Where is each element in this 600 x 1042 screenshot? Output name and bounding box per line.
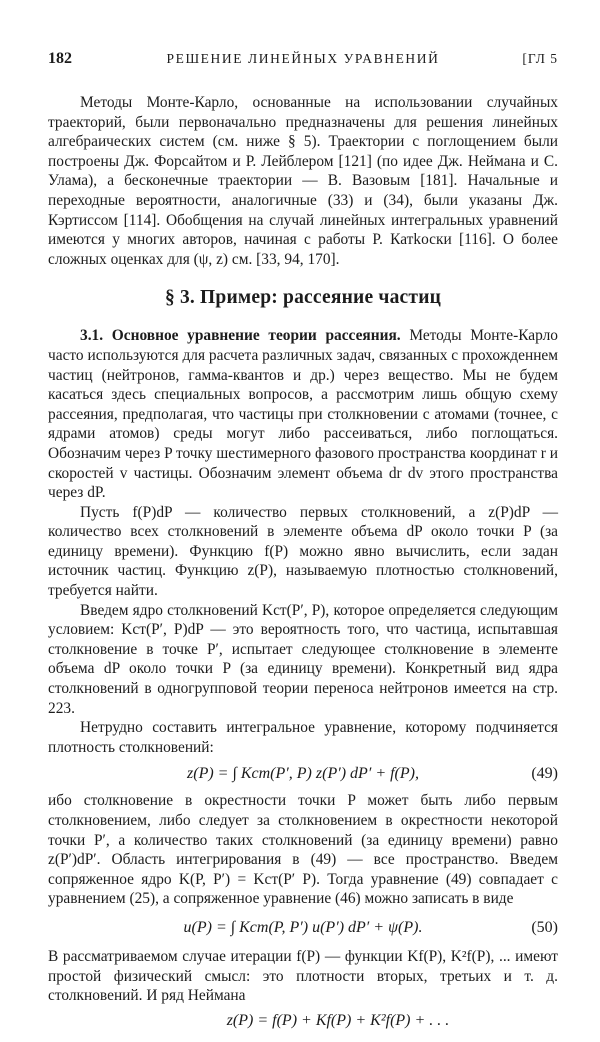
paragraph-iterations: В рассматриваемом случае итерации f(P) — функции Kf(P), K²f(P), ... имеют простой физический смысл: это плотности вторых, третьих и т. д. столкновений. И ряд Неймана [48,947,558,1005]
equation-neumann-series [48,1006,558,1042]
page-number: 182 [48,50,72,67]
equation-50-formula: u(P) = ∫ Kст(P, P′) u(P′) dP′ + ψ(P). [183,918,423,936]
paragraph-equation-explanation: ибо столкновение в окрестности точки P может быть либо первым столкновением, либо следует за столкновением в окрестности некоторой точки P′, а количество таких столкновений (за единицу времени) равно z(P′)dP′. Область интегрирования в (49) — все пространство. Введем сопряженное ядро K(P, P′) = Kст(P′ P). Тогда уравнение (49) совпадает с уравнением (25), а сопряженное уравнение (46) можно записать в виде [48,792,558,908]
paragraph-methods-history: Методы Монте-Карло, основанные на использовании случайных траекторий, были первоначально предназначены для решения линейных алгебраических систем (см. ниже § 5). Траектории с поглощением были построены Дж. Форсайтом и Р. Лейблером [121] (по идее Дж. Неймана и С. Улама), а бесконечные траектории — В. Вазовым [181]. Начальные и переходные вероятности, аналогичные (33) и (34), были указаны Дж. Кэртиссом [114]. Обобщения на случай линейных интегральных уравнений имеются у многих авторов, начиная с работы Р. Катkоски [116]. О более сложных оценках для (ψ, z) см. [33, 94, 170]. [48,94,558,268]
equation-50 [48,909,558,947]
paragraph-scattering-intro [48,326,558,502]
running-title: РЕШЕНИЕ ЛИНЕЙНЫХ УРАВНЕНИЙ [166,51,440,66]
paragraph-collision-kernel: Введем ядро столкновений Kст(P′, P), которое определяется следующим условием: Kст(P′, P)dP — это вероятность того, что частица, испытавшая столкновение в точке P′, испытает следующее столкновение в элементе объема dP около точки P (за единицу времени). Конкретный вид ядра столкновений в одногрупповой теории переноса нейтронов имеется на стр. 223. [48,601,558,717]
subsection-heading: 3.1. Основное уравнение теории рассеяния. [80,327,401,345]
equation-49-number: (49) [531,765,558,783]
neumann-series-formula: z(P) = f(P) + Kf(P) + K²f(P) + . . . [226,1011,450,1029]
paragraph-scattering-text: Методы Монте-Карло часто используются для расчета различных задач, связанных с прохожденнем частиц (нейтронов, гамма-квантов и др.) через вещество. Мы не будем касаться здесь специальных вопросов, а рассмотрим лишь общую схему рассеяния, предполагая, что частицы при столкновении с атомами (точнее, с ядрами атомов) среды могут либо рассеиваться, либо поглощаться. Обозначим через P точку шестимерного фазового пространства координат r и скоростей v частицы. Обозначим элемент объема dr dv этого пространства через dP. [48,327,558,502]
running-header [48,50,558,72]
chapter-marker: [ГЛ 5 [522,51,558,66]
equation-50-number: (50) [531,918,558,936]
equation-49-formula: z(P) = ∫ Kст(P′, P) z(P′) dP′ + f(P), [187,765,419,783]
paragraph-collision-density: Пусть f(P)dP — количество первых столкновений, а z(P)dP — количество всех столкновений в элементе объема dP около точки P (за единицу времени). Функцию f(P) можно явно вычислить, если задан источник частиц. Функцию z(P), называемую плотностью столкновений, требуется найти. [48,503,558,600]
paragraph-integral-equation-intro: Нетрудно составить интегральное уравнение, которому подчиняется плотность столкновений: [48,719,558,756]
equation-49 [48,757,558,791]
section-title: § 3. Пример: рассеяние частиц [164,287,442,309]
page-body [48,93,558,1042]
